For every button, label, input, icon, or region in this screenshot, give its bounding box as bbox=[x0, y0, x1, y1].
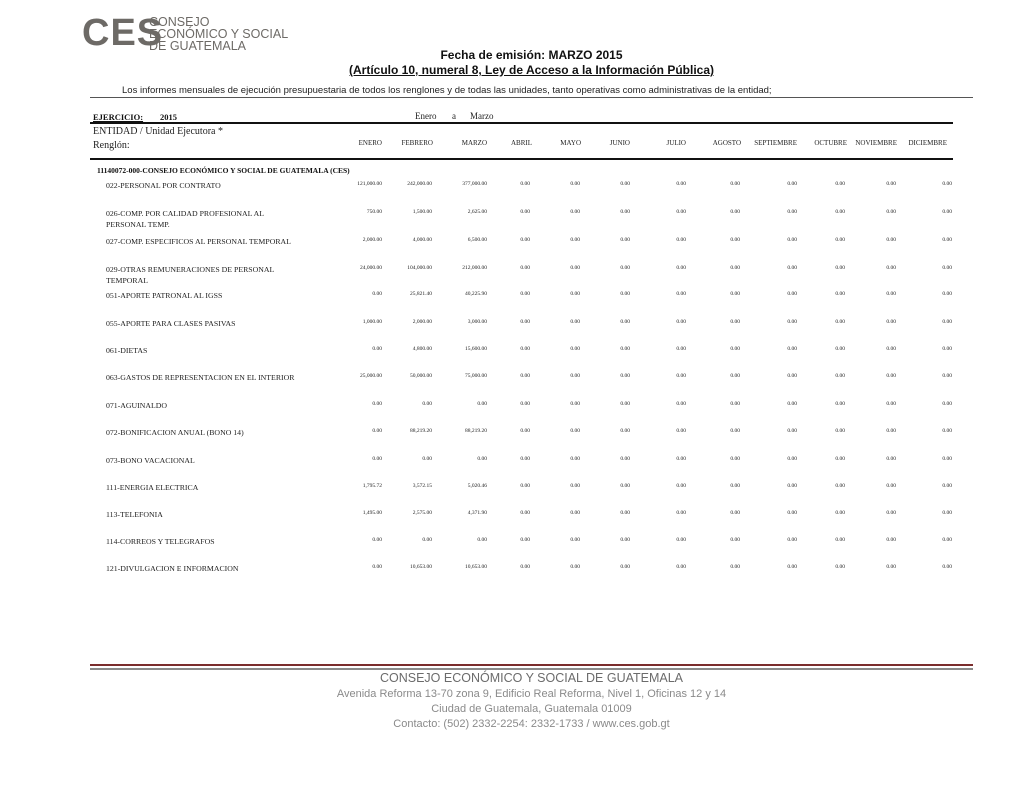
cell-julio: 0.00 bbox=[676, 291, 686, 297]
cell-febrero: 25,821.40 bbox=[410, 291, 432, 297]
cell-enero: 0.00 bbox=[372, 456, 382, 462]
row-label: 113-TELEFONIA bbox=[106, 510, 163, 519]
cell-septiembre: 0.00 bbox=[787, 237, 797, 243]
logo-line: DE GUATEMALA bbox=[149, 39, 247, 53]
cell-junio: 0.00 bbox=[620, 428, 630, 434]
cell-mayo: 0.00 bbox=[570, 237, 580, 243]
footer-rule-red bbox=[90, 664, 973, 666]
cell-agosto: 0.00 bbox=[730, 181, 740, 187]
cell-noviembre: 0.00 bbox=[886, 209, 896, 215]
cell-agosto: 0.00 bbox=[730, 564, 740, 570]
cell-diciembre: 0.00 bbox=[942, 319, 952, 325]
cell-agosto: 0.00 bbox=[730, 401, 740, 407]
cell-febrero: 104,000.00 bbox=[407, 265, 432, 271]
cell-septiembre: 0.00 bbox=[787, 564, 797, 570]
cell-marzo: 10,653.00 bbox=[465, 564, 487, 570]
cell-abril: 0.00 bbox=[520, 456, 530, 462]
row-label: 121-DIVULGACION E INFORMACION bbox=[106, 564, 239, 573]
cell-septiembre: 0.00 bbox=[787, 456, 797, 462]
cell-mayo: 0.00 bbox=[570, 291, 580, 297]
cell-abril: 0.00 bbox=[520, 401, 530, 407]
cell-marzo: 88,219.20 bbox=[465, 428, 487, 434]
footer-city: Ciudad de Guatemala, Guatemala 01009 bbox=[431, 703, 632, 715]
cell-julio: 0.00 bbox=[676, 209, 686, 215]
row-label: 022-PERSONAL POR CONTRATO bbox=[106, 181, 221, 190]
cell-agosto: 0.00 bbox=[730, 537, 740, 543]
cell-junio: 0.00 bbox=[620, 181, 630, 187]
cell-diciembre: 0.00 bbox=[942, 537, 952, 543]
cell-enero: 1,495.00 bbox=[362, 510, 382, 516]
cell-septiembre: 0.00 bbox=[787, 537, 797, 543]
cell-abril: 0.00 bbox=[520, 265, 530, 271]
row-label: 071-AGUINALDO bbox=[106, 401, 168, 410]
cell-abril: 0.00 bbox=[520, 483, 530, 489]
cell-agosto: 0.00 bbox=[730, 483, 740, 489]
cell-abril: 0.00 bbox=[520, 346, 530, 352]
cell-junio: 0.00 bbox=[620, 346, 630, 352]
cell-diciembre: 0.00 bbox=[942, 346, 952, 352]
cell-enero: 0.00 bbox=[372, 291, 382, 297]
period-separator: a bbox=[452, 111, 456, 121]
cell-octubre: 0.00 bbox=[835, 564, 845, 570]
column-header-febrero: FEBRERO bbox=[401, 139, 433, 147]
cell-septiembre: 0.00 bbox=[787, 209, 797, 215]
cell-octubre: 0.00 bbox=[835, 456, 845, 462]
cell-enero: 0.00 bbox=[372, 428, 382, 434]
cell-abril: 0.00 bbox=[520, 373, 530, 379]
cell-diciembre: 0.00 bbox=[942, 564, 952, 570]
cell-marzo: 15,600.00 bbox=[465, 346, 487, 352]
cell-febrero: 10,653.00 bbox=[410, 564, 432, 570]
row-label: 114-CORREOS Y TELEGRAFOS bbox=[106, 537, 215, 546]
cell-junio: 0.00 bbox=[620, 456, 630, 462]
page-subtitle: (Artículo 10, numeral 8, Ley de Acceso a la Información Pública) bbox=[349, 63, 714, 77]
cell-diciembre: 0.00 bbox=[942, 291, 952, 297]
cell-noviembre: 0.00 bbox=[886, 319, 896, 325]
cell-mayo: 0.00 bbox=[570, 346, 580, 352]
cell-febrero: 2,575.00 bbox=[412, 510, 432, 516]
cell-febrero: 242,000.00 bbox=[407, 181, 432, 187]
table-header-rule bbox=[90, 158, 953, 160]
cell-mayo: 0.00 bbox=[570, 456, 580, 462]
cell-junio: 0.00 bbox=[620, 401, 630, 407]
cell-enero: 0.00 bbox=[372, 537, 382, 543]
cell-mayo: 0.00 bbox=[570, 319, 580, 325]
cell-marzo: 75,000.00 bbox=[465, 373, 487, 379]
cell-enero: 2,000.00 bbox=[362, 237, 382, 243]
logo-line: ECONÓMICO Y SOCIAL bbox=[149, 27, 289, 41]
cell-julio: 0.00 bbox=[676, 373, 686, 379]
cell-agosto: 0.00 bbox=[730, 265, 740, 271]
cell-noviembre: 0.00 bbox=[886, 373, 896, 379]
cell-abril: 0.00 bbox=[520, 319, 530, 325]
cell-julio: 0.00 bbox=[676, 456, 686, 462]
cell-noviembre: 0.00 bbox=[886, 428, 896, 434]
cell-julio: 0.00 bbox=[676, 237, 686, 243]
cell-agosto: 0.00 bbox=[730, 319, 740, 325]
cell-septiembre: 0.00 bbox=[787, 401, 797, 407]
cell-diciembre: 0.00 bbox=[942, 428, 952, 434]
table-top-rule bbox=[90, 122, 953, 124]
cell-abril: 0.00 bbox=[520, 181, 530, 187]
report-description: Los informes mensuales de ejecución presupuestaria de todos los renglones y de todas las unidades, tanto operativas como administrativas de la entidad; bbox=[122, 85, 772, 96]
cell-diciembre: 0.00 bbox=[942, 456, 952, 462]
cell-marzo: 0.00 bbox=[477, 401, 487, 407]
cell-diciembre: 0.00 bbox=[942, 483, 952, 489]
cell-octubre: 0.00 bbox=[835, 428, 845, 434]
cell-julio: 0.00 bbox=[676, 346, 686, 352]
cell-agosto: 0.00 bbox=[730, 510, 740, 516]
cell-octubre: 0.00 bbox=[835, 483, 845, 489]
column-header-junio: JUNIO bbox=[609, 139, 630, 147]
cell-diciembre: 0.00 bbox=[942, 265, 952, 271]
cell-septiembre: 0.00 bbox=[787, 428, 797, 434]
cell-junio: 0.00 bbox=[620, 564, 630, 570]
cell-febrero: 4,000.00 bbox=[412, 237, 432, 243]
cell-octubre: 0.00 bbox=[835, 346, 845, 352]
cell-marzo: 212,000.00 bbox=[462, 265, 487, 271]
cell-junio: 0.00 bbox=[620, 265, 630, 271]
cell-septiembre: 0.00 bbox=[787, 319, 797, 325]
cell-febrero: 3,572.15 bbox=[412, 483, 432, 489]
cell-enero: 1,000.00 bbox=[362, 319, 382, 325]
cell-octubre: 0.00 bbox=[835, 373, 845, 379]
cell-abril: 0.00 bbox=[520, 510, 530, 516]
cell-abril: 0.00 bbox=[520, 291, 530, 297]
cell-agosto: 0.00 bbox=[730, 209, 740, 215]
renglon-label: Renglón: bbox=[93, 140, 130, 151]
cell-noviembre: 0.00 bbox=[886, 564, 896, 570]
cell-junio: 0.00 bbox=[620, 510, 630, 516]
cell-mayo: 0.00 bbox=[570, 510, 580, 516]
cell-febrero: 50,000.00 bbox=[410, 373, 432, 379]
cell-septiembre: 0.00 bbox=[787, 265, 797, 271]
cell-diciembre: 0.00 bbox=[942, 510, 952, 516]
cell-mayo: 0.00 bbox=[570, 483, 580, 489]
column-header-diciembre: DICIEMBRE bbox=[908, 139, 947, 147]
cell-julio: 0.00 bbox=[676, 428, 686, 434]
row-label: 029-OTRAS REMUNERACIONES DE PERSONAL TEMPORAL bbox=[106, 265, 275, 285]
footer-rule-gray bbox=[90, 668, 973, 670]
cell-julio: 0.00 bbox=[676, 483, 686, 489]
cell-junio: 0.00 bbox=[620, 319, 630, 325]
cell-mayo: 0.00 bbox=[570, 401, 580, 407]
period-from: Enero bbox=[415, 111, 437, 121]
column-header-noviembre: NOVIEMBRE bbox=[855, 139, 897, 147]
cell-septiembre: 0.00 bbox=[787, 181, 797, 187]
cell-mayo: 0.00 bbox=[570, 564, 580, 570]
ejercicio-label: EJERCICIO: bbox=[93, 112, 144, 122]
cell-agosto: 0.00 bbox=[730, 428, 740, 434]
cell-mayo: 0.00 bbox=[570, 428, 580, 434]
column-header-julio: JULIO bbox=[666, 139, 686, 147]
cell-marzo: 3,000.00 bbox=[467, 319, 487, 325]
cell-agosto: 0.00 bbox=[730, 456, 740, 462]
cell-junio: 0.00 bbox=[620, 483, 630, 489]
cell-enero: 750.00 bbox=[366, 209, 382, 215]
cell-agosto: 0.00 bbox=[730, 291, 740, 297]
cell-junio: 0.00 bbox=[620, 237, 630, 243]
footer-org: CONSEJO ECONÓMICO Y SOCIAL DE GUATEMALA bbox=[379, 671, 684, 685]
cell-junio: 0.00 bbox=[620, 291, 630, 297]
cell-febrero: 88,219.20 bbox=[410, 428, 432, 434]
cell-diciembre: 0.00 bbox=[942, 209, 952, 215]
row-label: 027-COMP. ESPECIFICOS AL PERSONAL TEMPORAL bbox=[106, 237, 291, 246]
ejercicio-value: 2015 bbox=[160, 112, 177, 122]
cell-noviembre: 0.00 bbox=[886, 181, 896, 187]
column-header-enero: ENERO bbox=[358, 139, 382, 147]
cell-febrero: 0.00 bbox=[422, 456, 432, 462]
column-header-mayo: MAYO bbox=[560, 139, 581, 147]
cell-diciembre: 0.00 bbox=[942, 401, 952, 407]
logo-text bbox=[149, 16, 288, 52]
cell-septiembre: 0.00 bbox=[787, 510, 797, 516]
cell-noviembre: 0.00 bbox=[886, 237, 896, 243]
cell-julio: 0.00 bbox=[676, 401, 686, 407]
column-header-octubre: OCTUBRE bbox=[814, 139, 847, 147]
cell-abril: 0.00 bbox=[520, 564, 530, 570]
cell-marzo: 0.00 bbox=[477, 456, 487, 462]
cell-julio: 0.00 bbox=[676, 265, 686, 271]
cell-febrero: 0.00 bbox=[422, 537, 432, 543]
cell-enero: 121,000.00 bbox=[357, 181, 382, 187]
cell-septiembre: 0.00 bbox=[787, 373, 797, 379]
cell-enero: 0.00 bbox=[372, 564, 382, 570]
row-label: 061-DIETAS bbox=[106, 346, 148, 355]
cell-noviembre: 0.00 bbox=[886, 265, 896, 271]
cell-noviembre: 0.00 bbox=[886, 346, 896, 352]
cell-mayo: 0.00 bbox=[570, 209, 580, 215]
cell-marzo: 40,225.90 bbox=[465, 291, 487, 297]
cell-julio: 0.00 bbox=[676, 564, 686, 570]
footer-address: Avenida Reforma 13-70 zona 9, Edificio Real Reforma, Nivel 1, Oficinas 12 y 14 bbox=[336, 688, 727, 700]
cell-marzo: 377,000.00 bbox=[462, 181, 487, 187]
cell-mayo: 0.00 bbox=[570, 265, 580, 271]
cell-febrero: 2,000.00 bbox=[412, 319, 432, 325]
cell-mayo: 0.00 bbox=[570, 181, 580, 187]
cell-marzo: 4,371.90 bbox=[467, 510, 487, 516]
cell-julio: 0.00 bbox=[676, 181, 686, 187]
row-label: 072-BONIFICACION ANUAL (BONO 14) bbox=[106, 428, 244, 437]
column-header-abril: ABRIL bbox=[511, 139, 532, 147]
cell-diciembre: 0.00 bbox=[942, 237, 952, 243]
cell-octubre: 0.00 bbox=[835, 291, 845, 297]
column-header-septiembre: SEPTIEMBRE bbox=[754, 139, 797, 147]
column-header-marzo: MARZO bbox=[461, 139, 487, 147]
cell-noviembre: 0.00 bbox=[886, 401, 896, 407]
cell-octubre: 0.00 bbox=[835, 319, 845, 325]
cell-agosto: 0.00 bbox=[730, 346, 740, 352]
cell-octubre: 0.00 bbox=[835, 265, 845, 271]
cell-julio: 0.00 bbox=[676, 319, 686, 325]
cell-febrero: 4,800.00 bbox=[412, 346, 432, 352]
cell-noviembre: 0.00 bbox=[886, 291, 896, 297]
cell-enero: 1,795.72 bbox=[362, 483, 382, 489]
cell-mayo: 0.00 bbox=[570, 537, 580, 543]
cell-septiembre: 0.00 bbox=[787, 346, 797, 352]
cell-enero: 0.00 bbox=[372, 401, 382, 407]
cell-marzo: 0.00 bbox=[477, 537, 487, 543]
cell-abril: 0.00 bbox=[520, 537, 530, 543]
row-label: 051-APORTE PATRONAL AL IGSS bbox=[106, 291, 223, 300]
cell-mayo: 0.00 bbox=[570, 373, 580, 379]
logo-mark: CES bbox=[82, 12, 164, 54]
cell-enero: 24,000.00 bbox=[360, 265, 382, 271]
cell-agosto: 0.00 bbox=[730, 373, 740, 379]
cell-diciembre: 0.00 bbox=[942, 181, 952, 187]
cell-noviembre: 0.00 bbox=[886, 510, 896, 516]
cell-octubre: 0.00 bbox=[835, 401, 845, 407]
row-label: 063-GASTOS DE REPRESENTACION EN EL INTERIOR bbox=[106, 373, 295, 382]
row-label: 055-APORTE PARA CLASES PASIVAS bbox=[106, 319, 236, 328]
row-label: 073-BONO VACACIONAL bbox=[106, 456, 195, 465]
cell-febrero: 0.00 bbox=[422, 401, 432, 407]
header-divider bbox=[90, 97, 973, 98]
cell-junio: 0.00 bbox=[620, 373, 630, 379]
cell-septiembre: 0.00 bbox=[787, 291, 797, 297]
cell-julio: 0.00 bbox=[676, 537, 686, 543]
column-header-agosto: AGOSTO bbox=[712, 139, 741, 147]
logo-line: CONSEJO bbox=[149, 15, 210, 29]
cell-octubre: 0.00 bbox=[835, 537, 845, 543]
cell-febrero: 1,500.00 bbox=[412, 209, 432, 215]
cell-septiembre: 0.00 bbox=[787, 483, 797, 489]
cell-junio: 0.00 bbox=[620, 537, 630, 543]
cell-marzo: 2,625.00 bbox=[467, 209, 487, 215]
footer-contact: Contacto: (502) 2332-2254: 2332-1733 / www.ces.gob.gt bbox=[393, 718, 670, 730]
cell-marzo: 6,500.00 bbox=[467, 237, 487, 243]
cell-julio: 0.00 bbox=[676, 510, 686, 516]
row-label: 026-COMP. POR CALIDAD PROFESIONAL AL PERSONAL TEMP. bbox=[106, 209, 264, 229]
cell-octubre: 0.00 bbox=[835, 209, 845, 215]
cell-enero: 25,000.00 bbox=[360, 373, 382, 379]
cell-octubre: 0.00 bbox=[835, 181, 845, 187]
cell-noviembre: 0.00 bbox=[886, 537, 896, 543]
entidad-label: ENTIDAD / Unidad Ejecutora * bbox=[93, 126, 223, 137]
cell-noviembre: 0.00 bbox=[886, 483, 896, 489]
row-label: 111-ENERGIA ELECTRICA bbox=[106, 483, 199, 492]
cell-octubre: 0.00 bbox=[835, 510, 845, 516]
cell-junio: 0.00 bbox=[620, 209, 630, 215]
cell-abril: 0.00 bbox=[520, 209, 530, 215]
cell-enero: 0.00 bbox=[372, 346, 382, 352]
cell-abril: 0.00 bbox=[520, 237, 530, 243]
period-to: Marzo bbox=[470, 111, 494, 121]
cell-agosto: 0.00 bbox=[730, 237, 740, 243]
page-title: Fecha de emisión: MARZO 2015 bbox=[440, 48, 623, 62]
cell-abril: 0.00 bbox=[520, 428, 530, 434]
cell-octubre: 0.00 bbox=[835, 237, 845, 243]
cell-marzo: 5,020.46 bbox=[467, 483, 487, 489]
cell-noviembre: 0.00 bbox=[886, 456, 896, 462]
entity-heading: 11140072-000-CONSEJO ECONÓMICO Y SOCIAL DE GUATEMALA (CES) bbox=[97, 166, 350, 175]
cell-diciembre: 0.00 bbox=[942, 373, 952, 379]
